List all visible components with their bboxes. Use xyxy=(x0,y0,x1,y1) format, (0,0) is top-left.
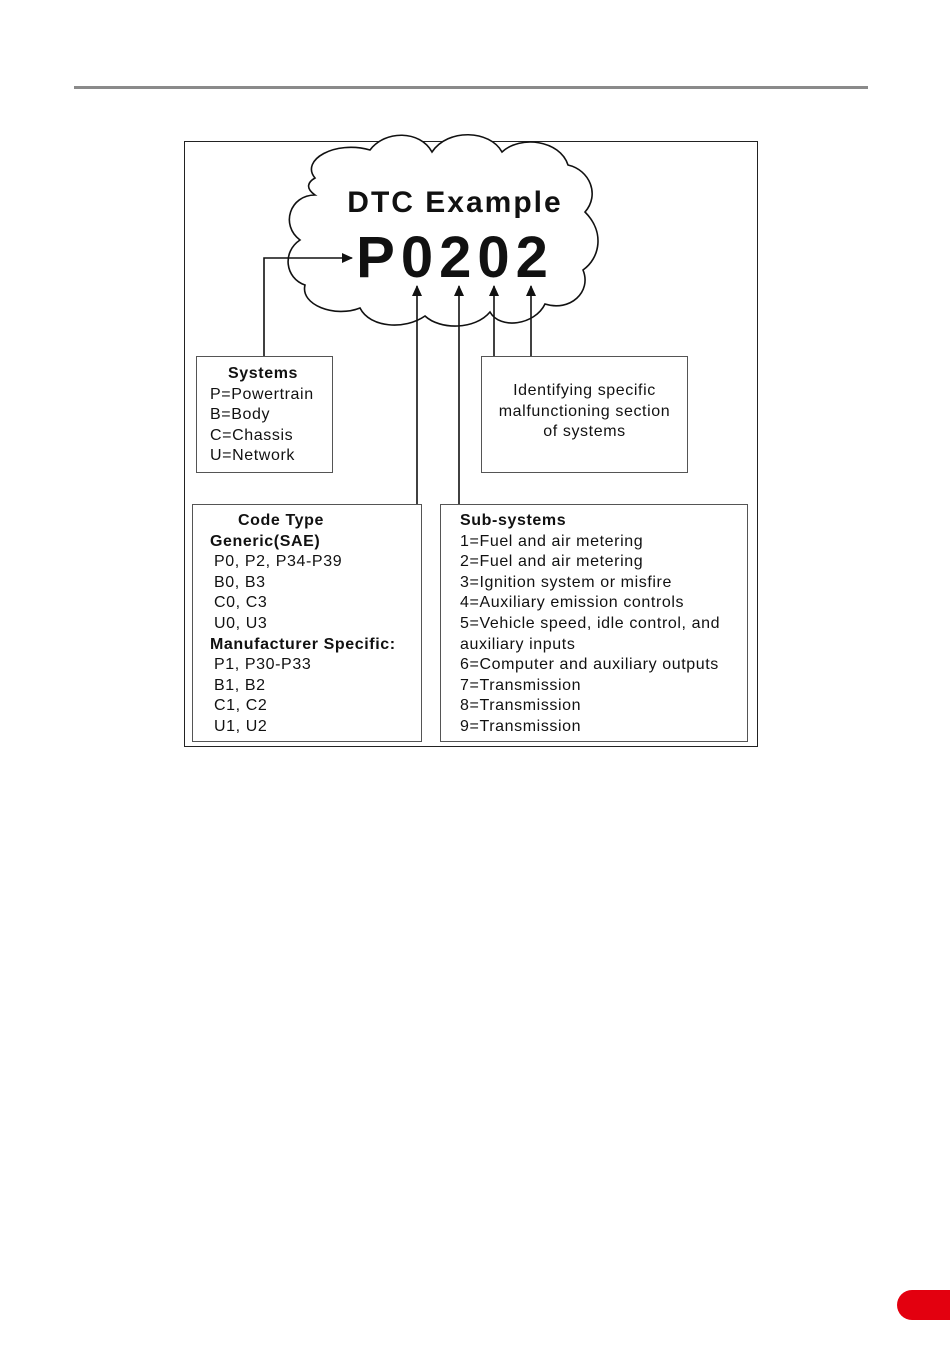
subsystems-item: 7=Transmission xyxy=(460,676,582,694)
generic-heading: Generic(SAE) xyxy=(210,532,321,550)
code-type-heading: Code Type xyxy=(238,512,325,529)
generic-item: U0, U3 xyxy=(214,614,268,632)
subsystems-heading: Sub-systems xyxy=(460,512,567,529)
systems-heading: Systems xyxy=(228,365,299,382)
systems-box xyxy=(196,356,333,473)
subsystems-item: 4=Auxiliary emission controls xyxy=(460,594,685,612)
subsystems-item: 6=Computer and auxiliary outputs xyxy=(460,656,719,674)
manufacturer-item: B1, B2 xyxy=(214,676,266,694)
subsystems-item: 3=Ignition system or misfire xyxy=(460,573,672,591)
code-type-box xyxy=(192,504,422,742)
diagram-title: DTC Example xyxy=(347,186,563,219)
manufacturer-heading: Manufacturer Specific: xyxy=(210,635,396,653)
manufacturer-item: C1, C2 xyxy=(214,697,268,715)
identify-line: Identifying specific xyxy=(513,382,656,399)
manufacturer-item: U1, U2 xyxy=(214,717,268,735)
identify-line: malfunctioning section xyxy=(498,402,671,420)
subsystems-item: 5=Vehicle speed, idle control, and xyxy=(460,614,721,632)
identify-line: of systems xyxy=(543,423,626,441)
subsystems-item: 1=Fuel and air metering xyxy=(460,532,644,550)
generic-item: P0, P2, P34-P39 xyxy=(214,553,343,571)
subsystems-item: 8=Transmission xyxy=(460,697,582,715)
systems-item: B=Body xyxy=(210,406,271,424)
systems-item: U=Network xyxy=(210,447,295,465)
generic-item: C0, C3 xyxy=(214,594,268,612)
subsystems-box xyxy=(440,504,748,742)
identify-box xyxy=(481,356,688,473)
manufacturer-item: P1, P30-P33 xyxy=(214,656,312,674)
subsystems-item: 9=Transmission xyxy=(460,717,582,735)
systems-item: P=Powertrain xyxy=(210,385,314,403)
page-tab-marker xyxy=(897,1290,950,1320)
systems-item: C=Chassis xyxy=(210,426,294,444)
generic-item: B0, B3 xyxy=(214,573,266,591)
subsystems-item: 2=Fuel and air metering xyxy=(460,553,644,571)
dtc-code: P0202 xyxy=(356,225,554,290)
subsystems-item: auxiliary inputs xyxy=(460,635,576,653)
